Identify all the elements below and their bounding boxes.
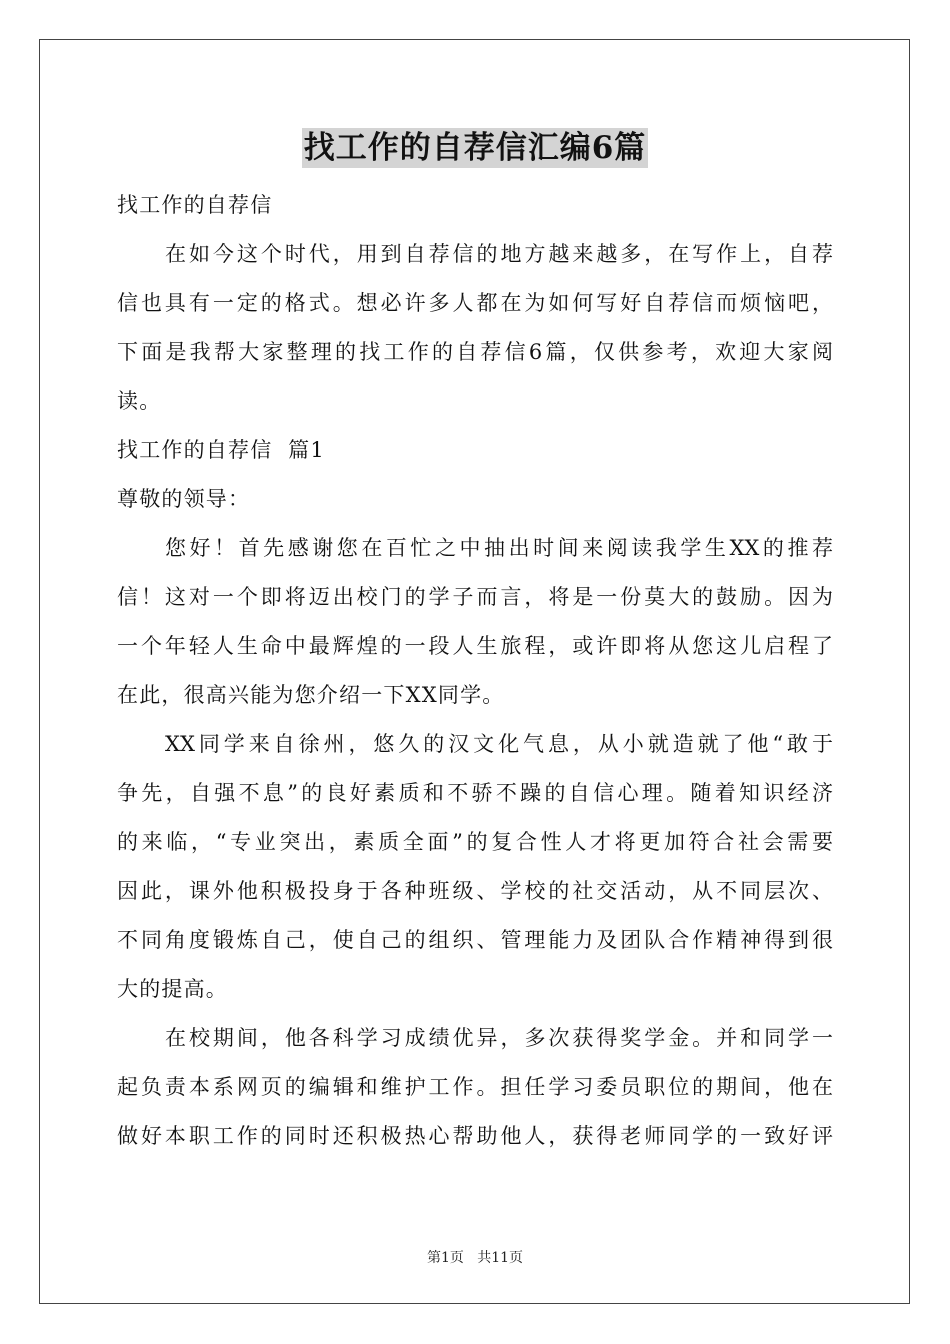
section-heading: 找工作的自荐信 <box>117 193 273 217</box>
paragraph-line: 信也具有一定的格式。想必许多人都在为如何写好自荐信而烦恼吧， <box>117 291 833 315</box>
paragraph-line: 大的提高。 <box>117 977 228 1001</box>
paragraph-line: XX同学来自徐州，悠久的汉文化气息，从小就造就了他“敢于 <box>165 732 833 756</box>
salutation: 尊敬的领导： <box>117 487 251 511</box>
paragraph-line: 在此，很高兴能为您介绍一下XX同学。 <box>117 683 505 707</box>
paragraph-line: 不同角度锻炼自己，使自己的组织、管理能力及团队合作精神得到很 <box>117 928 833 952</box>
paragraph-line: 因此，课外他积极投身于各种班级、学校的社交活动，从不同层次、 <box>117 879 833 903</box>
title-container <box>0 128 950 168</box>
paragraph-line: 一个年轻人生命中最辉煌的一段人生旅程，或许即将从您这儿启程了 <box>117 634 833 658</box>
paragraph-line: 下面是我帮大家整理的找工作的自荐信6篇，仅供参考，欢迎大家阅 <box>117 340 833 364</box>
document-title: 找工作的自荐信汇编6篇 <box>303 130 647 166</box>
paragraph-line: 在校期间，他各科学习成绩优异，多次获得奖学金。并和同学一 <box>165 1026 833 1050</box>
paragraph-line: 信！这对一个即将迈出校门的学子而言，将是一份莫大的鼓励。因为 <box>117 585 833 609</box>
paragraph-line: 的来临，“专业突出，素质全面”的复合性人才将更加符合社会需要 <box>117 830 833 854</box>
document-body <box>117 181 833 1161</box>
paragraph-line: 做好本职工作的同时还积极热心帮助他人，获得老师同学的一致好评 <box>117 1124 833 1148</box>
paragraph-line: 争先，自强不息”的良好素质和不骄不躁的自信心理。随着知识经济 <box>117 781 833 805</box>
section-heading: 找工作的自荐信 篇1 <box>117 438 325 462</box>
paragraph-line: 在如今这个时代，用到自荐信的地方越来越多，在写作上，自荐 <box>165 242 833 266</box>
paragraph-line: 您好！首先感谢您在百忙之中抽出时间来阅读我学生XX的推荐 <box>165 536 833 560</box>
page-footer: 第1页 共11页 <box>426 1250 524 1266</box>
paragraph-line: 读。 <box>117 389 162 413</box>
paragraph-line: 起负责本系网页的编辑和维护工作。担任学习委员职位的期间，他在 <box>117 1075 833 1099</box>
